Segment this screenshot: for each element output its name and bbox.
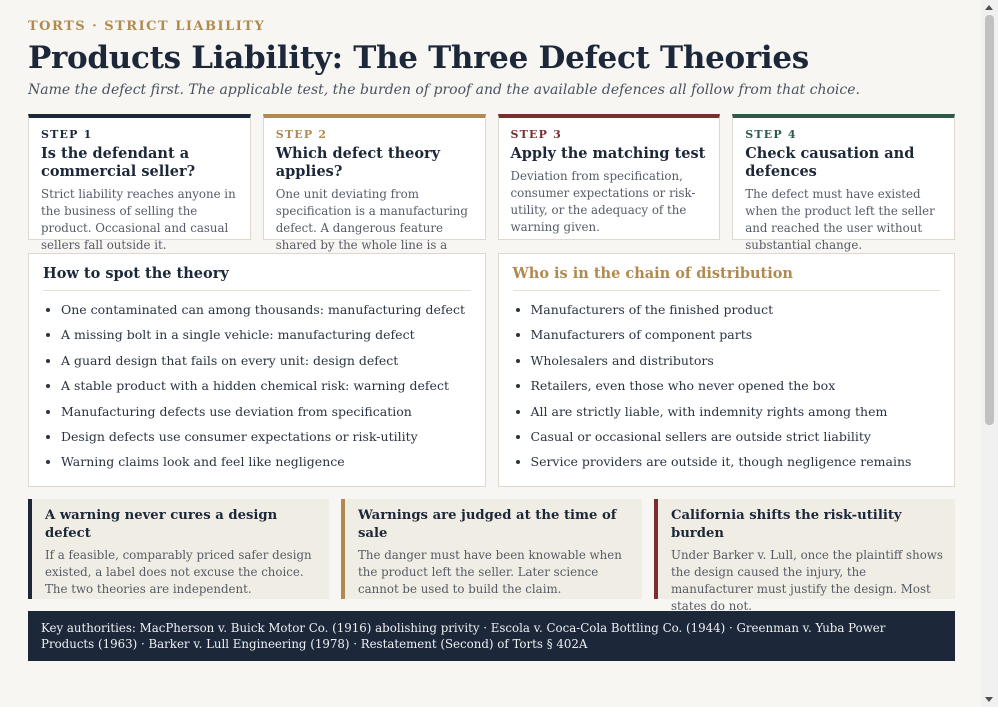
list-item: • Retailers, even those who never opened the box: [531, 373, 941, 398]
step-label: STEP 3: [510, 128, 562, 141]
step-card-1: [28, 114, 251, 252]
step-body: Deviation from specification, consumer expectations or risk-utility, or the adequacy of the warning given.: [510, 169, 696, 234]
steps-row: [28, 114, 955, 252]
list-item: • A stable product with a hidden chemical risk: warning defect: [61, 373, 471, 398]
list-item: • Service providers are outside it, though negligence remains: [531, 449, 941, 474]
list-item: • One contaminated can among thousands: manufacturing defect: [61, 297, 471, 322]
list-item: • Wholesalers and distributors: [531, 348, 941, 373]
scroll-down-arrow-icon[interactable]: [985, 697, 993, 702]
key-authorities-footer: Key authorities: MacPherson v. Buick Motor Co. (1916) abolishing privity · Escola v. Coca-Cola Bottling Co. (1944) · Greenman v. Yuba Power Products (1963) · Barker v. Lull Engineering (1978) · Restatement (Second) of Torts § 402A: [28, 611, 955, 661]
callout-title: Warnings are judged at the time of sale: [358, 508, 617, 541]
step-title: Is the defendant a commercial seller?: [41, 145, 196, 180]
list-item: • Manufacturers of component parts: [531, 322, 941, 347]
panel-title: Who is in the chain of distribution: [513, 264, 941, 291]
step-title: Which defect theory applies?: [275, 145, 441, 180]
step-card-4: [732, 114, 955, 252]
panels-row: [28, 253, 955, 487]
callout-time-of-sale: [341, 499, 642, 599]
step-title: Apply the matching test: [510, 145, 706, 162]
list-item: • A guard design that fails on every unit: design defect: [61, 348, 471, 373]
chain-list: [513, 297, 941, 475]
list-item: • Casual or occasional sellers are outside strict liability: [531, 424, 941, 449]
callout-title: California shifts the risk-utility burden: [671, 508, 902, 541]
step-title: Check causation and defences: [745, 145, 915, 180]
callout-body: Under Barker v. Lull, once the plaintiff shows the design caused the injury, the manufacturer must justify the design. Most states do not.: [671, 548, 943, 613]
page-subtitle: Name the defect first. The applicable test, the burden of proof and the available defences all follow from that choice.: [28, 82, 860, 98]
list-item: • Manufacturing defects use deviation from specification: [61, 399, 471, 424]
list-item: • A missing bolt in a single vehicle: manufacturing defect: [61, 322, 471, 347]
eyebrow: TORTS · STRICT LIABILITY: [28, 19, 266, 34]
page: [28, 18, 955, 661]
step-body: One unit deviating from specification is a manufacturing defect. A dangerous feature shared by the whole line is a: [275, 187, 468, 252]
step-body: The defect must have existed when the product left the seller and reached the user without substantial change.: [745, 187, 935, 252]
panel-title: How to spot the theory: [43, 264, 471, 291]
scroll-up-arrow-icon[interactable]: [985, 5, 993, 10]
callout-california: [654, 499, 955, 613]
step-label: STEP 1: [41, 128, 93, 141]
callout-title: A warning never cures a design defect: [45, 508, 278, 541]
vertical-scrollbar[interactable]: [981, 0, 998, 707]
step-body: Strict liability reaches anyone in the business of selling the product. Occasional and casual sellers fall outside it.: [41, 187, 236, 252]
callouts-row: [28, 499, 955, 613]
callout-body: The danger must have been knowable when the product left the seller. Later science cannot be used to build the claim.: [358, 548, 622, 596]
callout-design-defect: [28, 499, 329, 599]
step-card-3: [498, 114, 721, 240]
callout-body: If a feasible, comparably priced safer design existed, a label does not excuse the choice. The two theories are independent.: [45, 548, 312, 596]
scrollbar-thumb[interactable]: [985, 15, 994, 425]
list-item: • Design defects use consumer expectations or risk-utility: [61, 424, 471, 449]
page-title: Products Liability: The Three Defect Theories: [28, 40, 809, 76]
spot-theory-list: [43, 297, 471, 475]
list-item: • Warning claims look and feel like negligence: [61, 449, 471, 474]
step-label: STEP 4: [745, 128, 797, 141]
chain-panel: [498, 253, 956, 487]
step-card-2: [263, 114, 486, 252]
list-item: • All are strictly liable, with indemnity rights among them: [531, 399, 941, 424]
list-item: • Manufacturers of the finished product: [531, 297, 941, 322]
spot-theory-panel: [28, 253, 486, 487]
step-label: STEP 2: [275, 128, 328, 141]
